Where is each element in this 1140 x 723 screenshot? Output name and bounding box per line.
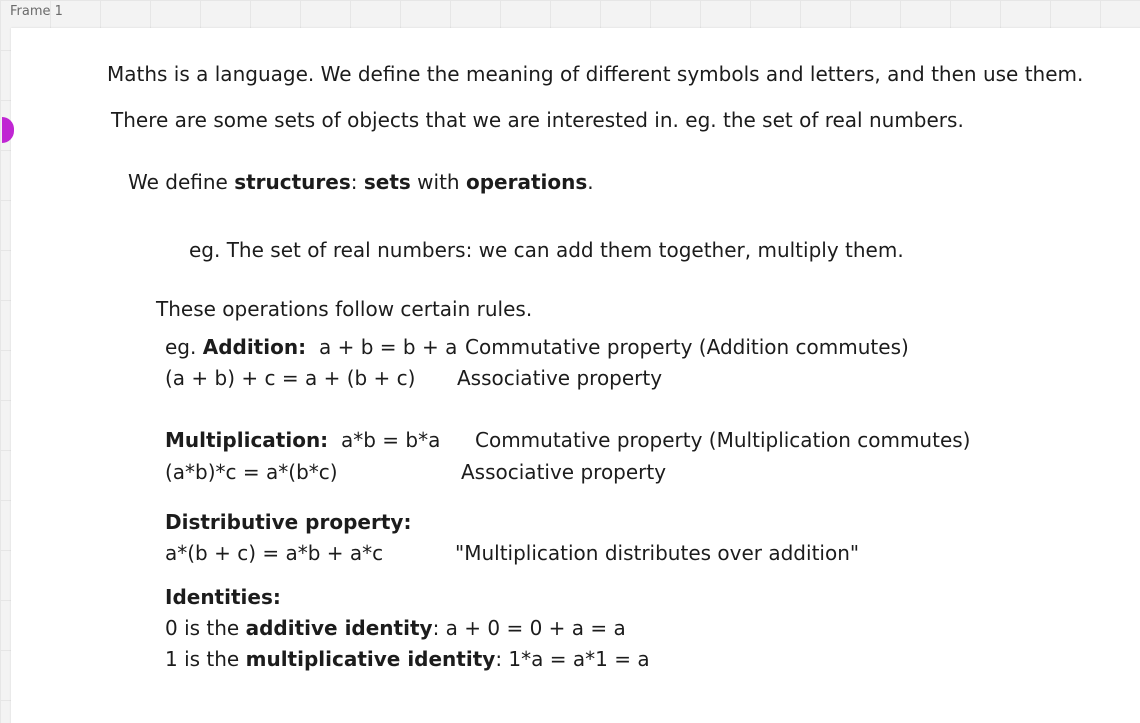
multiplication-eq1[interactable]: a*b = b*a bbox=[341, 428, 441, 452]
text-rules-intro[interactable]: These operations follow certain rules. bbox=[156, 297, 533, 321]
multiplicative-identity-line[interactable] bbox=[165, 647, 650, 671]
addition-eq1[interactable]: a + b = b + a bbox=[319, 335, 458, 359]
additive-identity-line[interactable] bbox=[165, 616, 626, 640]
addition-eq2[interactable]: (a + b) + c = a + (b + c) bbox=[165, 366, 416, 390]
multiplicative-pre: 1 is the bbox=[165, 647, 246, 671]
distributive-desc[interactable]: "Multiplication distributes over addition" bbox=[455, 541, 860, 565]
structures-bold: structures bbox=[234, 170, 351, 194]
addition-prop2[interactable]: Associative property bbox=[457, 366, 663, 390]
addition-prop1[interactable]: Commutative property (Addition commutes) bbox=[465, 335, 909, 359]
addition-title-line[interactable] bbox=[165, 335, 306, 359]
additive-pre: 0 is the bbox=[165, 616, 246, 640]
multiplication-prop2[interactable]: Associative property bbox=[461, 460, 667, 484]
distributive-title-bold: Distributive property: bbox=[165, 510, 412, 534]
identities-title[interactable] bbox=[165, 585, 281, 609]
multiplicative-post: : 1*a = a*1 = a bbox=[495, 647, 650, 671]
addition-title: Addition: bbox=[202, 335, 307, 359]
sets-bold: sets bbox=[363, 170, 411, 194]
text-line-2[interactable]: There are some sets of objects that we are interested in. eg. the set of real numbers. bbox=[111, 108, 964, 132]
structures-end: . bbox=[587, 170, 594, 194]
distributive-title[interactable] bbox=[165, 510, 411, 534]
distributive-eq[interactable]: a*(b + c) = a*b + a*c bbox=[165, 541, 384, 565]
text-example[interactable]: eg. The set of real numbers: we can add them together, multiply them. bbox=[189, 238, 904, 262]
selection-handle[interactable] bbox=[2, 117, 14, 143]
multiplication-prop1[interactable]: Commutative property (Multiplication commutes) bbox=[475, 428, 971, 452]
frame-canvas[interactable] bbox=[11, 28, 1140, 723]
operations-bold: operations bbox=[465, 170, 588, 194]
structures-mid: with bbox=[410, 170, 466, 194]
structures-colon: : bbox=[350, 170, 364, 194]
multiplicative-identity-bold: multiplicative identity bbox=[245, 647, 496, 671]
text-line-1[interactable]: Maths is a language. We define the meaning of different symbols and letters, and then use them. bbox=[107, 62, 1084, 86]
multiplication-eq2[interactable]: (a*b)*c = a*(b*c) bbox=[165, 460, 338, 484]
multiplication-title-bold: Multiplication: bbox=[165, 428, 329, 452]
text-structures[interactable] bbox=[128, 170, 594, 194]
identities-title-bold: Identities: bbox=[165, 585, 281, 609]
multiplication-title[interactable] bbox=[165, 428, 328, 452]
addition-prefix: eg. bbox=[165, 335, 203, 359]
additive-identity-bold: additive identity bbox=[245, 616, 433, 640]
additive-post: : a + 0 = 0 + a = a bbox=[432, 616, 626, 640]
frame-label[interactable]: Frame 1 bbox=[10, 4, 63, 19]
structures-pre: We define bbox=[128, 170, 235, 194]
